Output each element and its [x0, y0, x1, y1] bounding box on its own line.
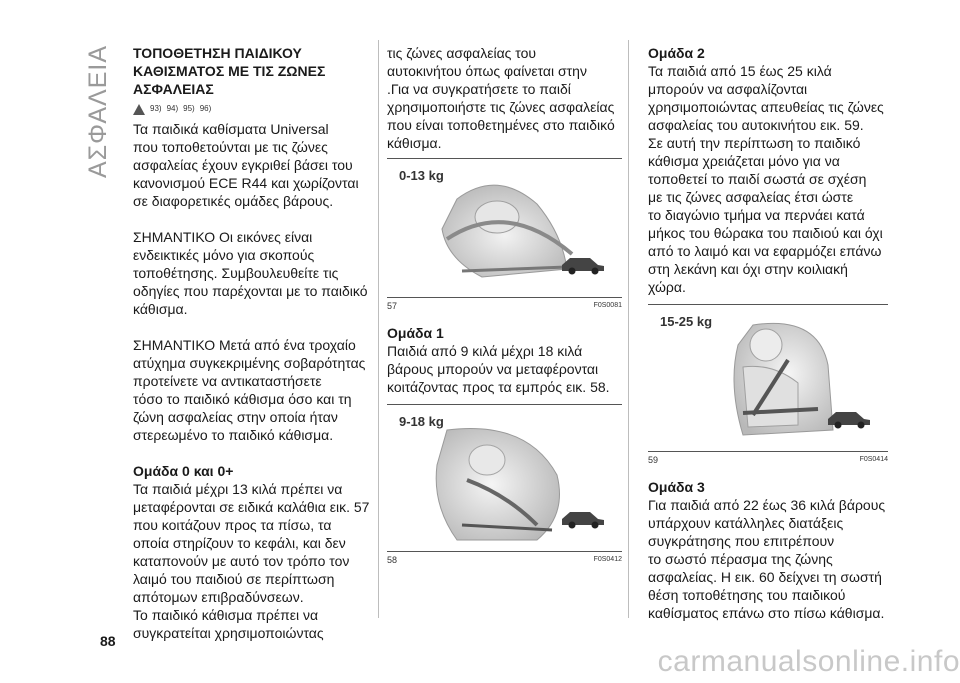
- text-line: που είναι τοποθετημένες στο παιδικό: [387, 117, 615, 133]
- text-line: ΣΗΜΑΝΤΙΚΟ Μετά από ένα τροχαίο: [133, 337, 356, 353]
- text-line: μεταφέρονται σε ειδικά καλάθια εικ. 57: [133, 499, 370, 515]
- section-heading-line: ΑΣΦΑΛΕΙΑΣ: [133, 81, 214, 97]
- column-2: [387, 44, 622, 565]
- text-line: τοποθέτησης. Συμβουλευθείτε τις: [133, 265, 339, 281]
- section-heading-line: ΤΟΠΟΘΕΤΗΣΗ ΠΑΙΔΙΚΟΥ: [133, 45, 302, 61]
- text-line: κοιτάζοντας προς τα εμπρός εικ. 58.: [387, 379, 610, 395]
- group-3-heading: Ομάδα 3: [648, 479, 705, 495]
- text-line: χρησιμοποιήστε τις ζώνες ασφαλείας: [387, 99, 615, 115]
- text-line: Τα παιδικά καθίσματα Universal: [133, 121, 329, 137]
- figure-number: 57: [387, 301, 398, 311]
- text-line: ΣΗΜΑΝΤΙΚΟ Οι εικόνες είναι: [133, 229, 313, 245]
- text-line: στερεωμένο το παιδικό κάθισμα.: [133, 427, 334, 443]
- text-line: στη λεκάνη και όχι στην κοιλιακή: [648, 261, 848, 277]
- text-line: απότομων επιβραδύνσεων.: [133, 589, 304, 605]
- text-line: κάθισμα.: [133, 301, 188, 317]
- text-line: καθίσματος επάνω στο πίσω κάθισμα.: [648, 605, 885, 621]
- text-line: χώρα.: [648, 279, 686, 295]
- text-line: υπάρχουν κατάλληλες διατάξεις: [648, 515, 844, 531]
- section-heading-line: ΚΑΘΙΣΜΑΤΟΣ ΜΕ ΤΙΣ ΖΩΝΕΣ: [133, 63, 326, 79]
- figure-code: F0S0414: [859, 456, 888, 463]
- figure-weight-label: 15-25 kg: [660, 314, 713, 329]
- text-line: μπορούν να ασφαλίζονται: [648, 81, 808, 97]
- text-line: βάρους μπορούν να μεταφέρονται: [387, 361, 599, 377]
- column-3: [648, 44, 888, 622]
- car-icon: [560, 253, 606, 275]
- column-divider-2: [628, 40, 629, 618]
- page-number: 88: [100, 633, 116, 649]
- figure-58: [387, 404, 622, 565]
- group-2-heading: Ομάδα 2: [648, 45, 705, 61]
- text-line: οδηγίες που παρέχονται με το παιδικό: [133, 283, 368, 299]
- text-line: με τις ζώνες ασφαλείας έτσι ώστε: [648, 189, 854, 205]
- text-line: κάθισμα χρειάζεται μόνο για να: [648, 153, 840, 169]
- text-line: κάθισμα.: [387, 135, 442, 151]
- figure-59: [648, 304, 888, 465]
- text-line: Το παιδικό κάθισμα πρέπει να: [133, 607, 319, 623]
- group-0-heading: Ομάδα 0 και 0+: [133, 463, 234, 479]
- text-line: χρησιμοποιώντας απευθείας τις ζώνες: [648, 99, 884, 115]
- text-line: συγκράτησης που επιτρέπουν: [648, 533, 835, 549]
- text-line: που τοποθετούνται με τις ζώνες: [133, 139, 328, 155]
- group-1-heading: Ομάδα 1: [387, 325, 444, 341]
- text-line: οποία στηρίζουν το κεφάλι, και δεν: [133, 535, 346, 551]
- text-line: το διαγώνιο τμήμα να περνάει κατά: [648, 207, 865, 223]
- text-line: τοποθετεί το παιδί σωστά σε σχέση: [648, 171, 867, 187]
- watermark: carmanualsonline.info: [657, 645, 960, 678]
- text-line: ασφαλείας. Η εικ. 60 δείχνει τη σωστή: [648, 569, 882, 585]
- warning-icon: [133, 104, 145, 115]
- figure-57: [387, 158, 622, 311]
- text-line: Για παιδιά από 22 έως 36 κιλά βάρους: [648, 497, 886, 513]
- figure-weight-label: 9-18 kg: [399, 414, 444, 429]
- text-line: προτείνετε να αντικαταστήσετε: [133, 373, 322, 389]
- section-side-label: ΑΣΦΑΛΕΙΑ: [84, 44, 112, 178]
- text-line: Τα παιδιά από 15 έως 25 κιλά: [648, 63, 832, 79]
- text-line: τόσο το παιδικό κάθισμα όσο και τη: [133, 391, 352, 407]
- text-line: σε διαφορετικές ομάδες βάρους.: [133, 193, 334, 209]
- text-line: μήκος του θώρακα του παιδιού και όχι: [648, 225, 883, 241]
- column-divider-1: [378, 40, 379, 618]
- text-line: ενδεικτικές μόνο για σκοπούς: [133, 247, 315, 263]
- text-line: λαιμό του παιδιού σε περίπτωση: [133, 571, 335, 587]
- text-line: τις ζώνες ασφαλείας του: [387, 45, 537, 61]
- figure-code: F0S0081: [593, 302, 622, 309]
- car-icon: [826, 407, 872, 429]
- text-line: θέση τοποθέτησης του παιδικού: [648, 587, 846, 603]
- text-line: ζώνη ασφαλείας στην οποία ήταν: [133, 409, 338, 425]
- text-line: αυτοκινήτου όπως φαίνεται στην: [387, 63, 587, 79]
- text-line: από το λαιμό και να εφαρμόζει επάνω: [648, 243, 882, 259]
- text-line: που κοιτάζουν προς τα πίσω, τα: [133, 517, 332, 533]
- text-line: ατύχημα συγκεκριμένης σοβαρότητας: [133, 355, 366, 371]
- warning-references: 93) 94) 95) 96): [133, 100, 373, 118]
- text-line: συγκρατείται χρησιμοποιώντας: [133, 625, 324, 641]
- text-line: ασφαλείας του αυτοκινήτου εικ. 59.: [648, 117, 864, 133]
- text-line: ασφαλείας έχουν εγκριθεί βάσει του: [133, 157, 353, 173]
- figure-number: 59: [648, 455, 659, 465]
- text-line: .Για να συγκρατήσετε το παιδί: [387, 81, 571, 97]
- text-line: κανονισμού ECE R44 και χωρίζονται: [133, 175, 359, 191]
- car-icon: [560, 507, 606, 529]
- figure-code: F0S0412: [593, 556, 622, 563]
- text-line: Τα παιδιά μέχρι 13 κιλά πρέπει να: [133, 481, 343, 497]
- text-line: καταπονούν με αυτό τον τρόπο τον: [133, 553, 350, 569]
- text-line: το σωστό πέρασμα της ζώνης: [648, 551, 833, 567]
- figure-weight-label: 0-13 kg: [399, 168, 444, 183]
- figure-number: 58: [387, 555, 398, 565]
- column-1: [133, 44, 373, 642]
- text-line: Σε αυτή την περίπτωση το παιδικό: [648, 135, 861, 151]
- text-line: Παιδιά από 9 κιλά μέχρι 18 κιλά: [387, 343, 583, 359]
